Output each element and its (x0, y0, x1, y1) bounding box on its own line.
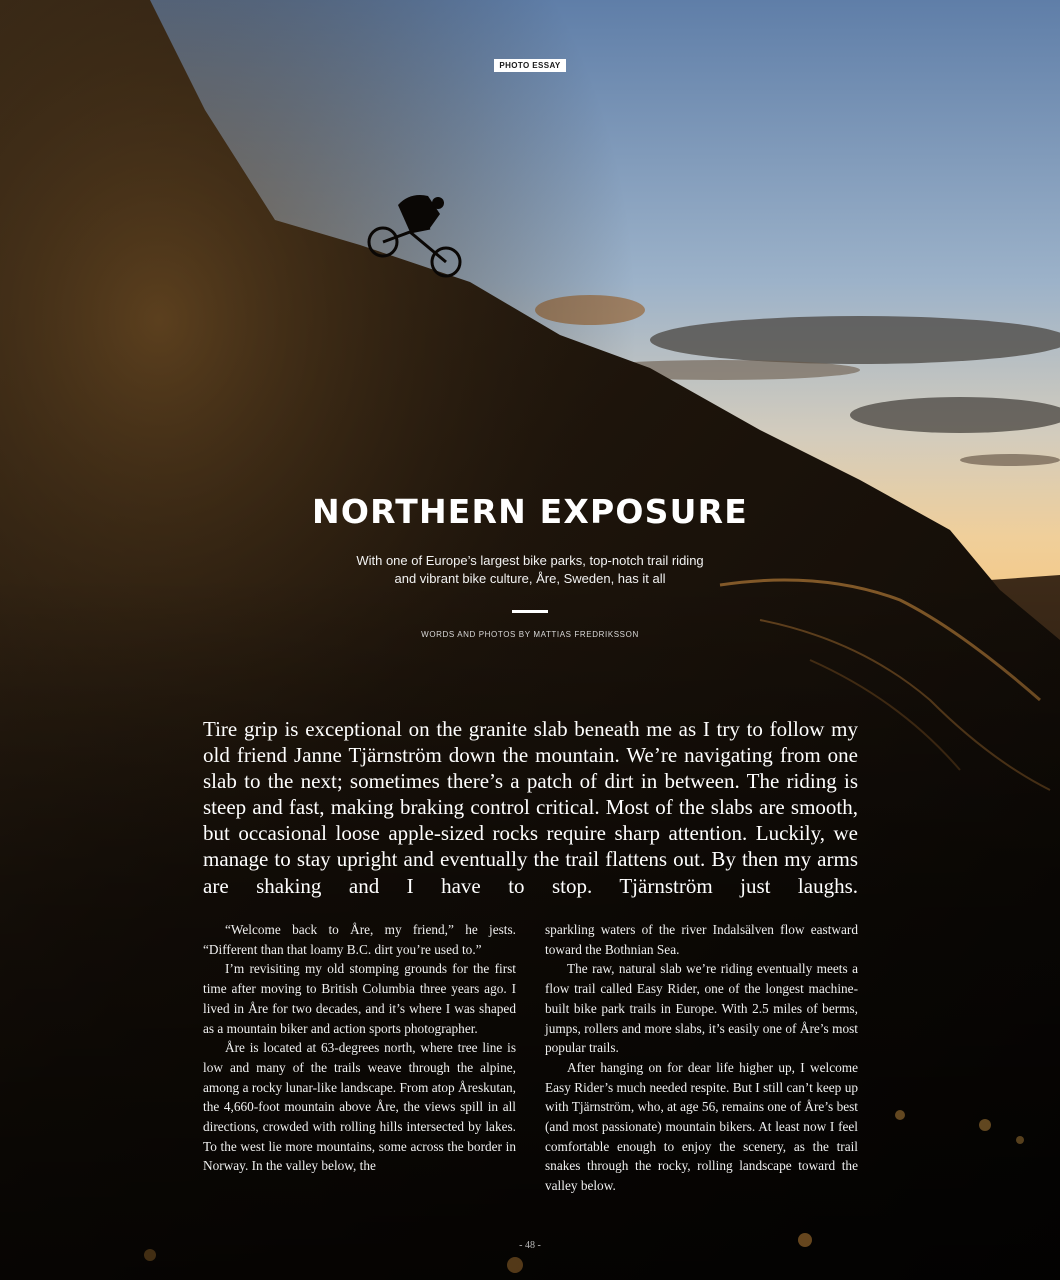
article-subtitle (300, 552, 760, 588)
divider-rule (512, 610, 548, 613)
page-number: - 48 - (519, 1240, 541, 1251)
body-paragraph-continued: sparkling waters of the river Indalsälven flow eastward toward the Bothnian Sea. (545, 922, 858, 957)
body-paragraph: “Welcome back to Åre, my friend,” he jests. “Different than that loamy B.C. dirt you’re used to.” (203, 922, 516, 957)
article-title: NORTHERN EXPOSURE (312, 492, 748, 531)
body-paragraph: Åre is located at 63-degrees north, where tree line is low and many of the trails weave through the alpine, among a rocky lunar-like landscape. From atop Åreskutan, the 4,660-foot mountain above Åre, the views spill in all directions, crowded with rolling hills intersected by lakes. To the west lie more mountains, some across the border in Norway. In the valley below, the (203, 1040, 516, 1174)
body-paragraph: I’m revisiting my old stomping grounds for the first time after moving to British Columbia three years ago. I lived in Åre for two decades, and it’s where I was shaped as a mountain biker and action sports photographer. (203, 961, 516, 1036)
section-label: PHOTO ESSAY (494, 59, 566, 72)
body-paragraph: The raw, natural slab we’re riding eventually meets a flow trail called Easy Rider, one of the longest machine-built bike park trails in Europe. With 2.5 miles of berms, jumps, rollers and more slabs, it’s easily one of Åre’s most popular trails. (545, 961, 858, 1056)
subtitle-line-1: With one of Europe’s largest bike parks, top-notch trail riding (356, 553, 704, 568)
body-column-right (545, 920, 858, 1196)
byline: WORDS AND PHOTOS BY MATTIAS FREDRIKSSON (421, 630, 639, 639)
body-column-left (203, 920, 516, 1176)
body-paragraph: After hanging on for dear life higher up, I welcome Easy Rider’s much needed respite. But I still can’t keep up with Tjärnström, who, at age 56, remains one of Åre’s best (and most passionate) mountain bikers. At least now I feel comfortable enough to enjoy the scenery, as the trail snakes through the rocky, rolling landscape toward the valley below. (545, 1059, 858, 1194)
subtitle-line-2: and vibrant bike culture, Åre, Sweden, has it all (394, 571, 666, 586)
lead-paragraph: Tire grip is exceptional on the granite slab beneath me as I try to follow my old friend Janne Tjärnström down the mountain. We’re navigating from one slab to the next; sometimes there’s a patch of dirt in between. The riding is steep and fast, making braking control critical. Most of the slabs are smooth, but occasional loose apple-sized rocks require sharp attention. Luckily, we manage to stay upright and eventually the trail flattens out. By then my arms are shaking and I have to stop. Tjärnström just laughs. (203, 717, 858, 898)
